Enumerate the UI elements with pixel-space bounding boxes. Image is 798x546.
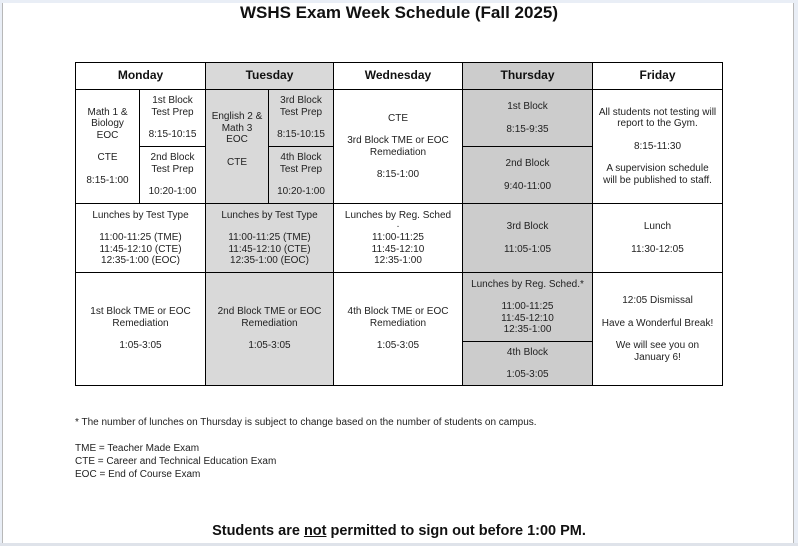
legend-eoc: EOC = End of Course Exam — [75, 469, 201, 480]
monday-exam-time: 8:15-1:00 — [86, 174, 129, 186]
lunch-label: Lunch — [643, 221, 672, 232]
monday-exam-line2: Biology — [91, 118, 124, 130]
thursday-block2 — [462, 146, 593, 204]
block-sublabel: Test Prep — [279, 106, 323, 118]
lunch-dot: . — [396, 219, 400, 230]
block-sublabel: Test Prep — [279, 163, 323, 175]
friday-line3: A supervision schedule — [606, 163, 709, 175]
wednesday-line2: 3rd Block TME or EOC — [347, 135, 449, 146]
block-label: 2nd Block — [150, 152, 195, 164]
friday-lunch — [592, 203, 723, 273]
lunch-slot: 11:00-11:25 — [501, 301, 554, 312]
legend-tme: TME = Teacher Made Exam — [75, 443, 200, 454]
afternoon-time: 1:05-3:05 — [248, 340, 291, 352]
lunch-slot: 11:00-11:25 — [372, 232, 424, 243]
block-label: 4th Block — [506, 346, 549, 358]
monday-morning-exam — [75, 89, 140, 204]
friday-morning — [592, 89, 723, 204]
notes-section — [75, 416, 537, 481]
afternoon-time: 1:05-3:05 — [119, 340, 162, 352]
tuesday-exam-line1: English 2 & — [211, 111, 263, 122]
monday-exam-line4: CTE — [97, 152, 118, 164]
dismissal-text: 12:05 Dismissal — [622, 295, 693, 306]
thursday-block1 — [462, 89, 593, 147]
monday-lunch — [75, 203, 206, 273]
monday-block2-test-prep — [139, 146, 206, 204]
block-time: 10:20-1:00 — [277, 186, 325, 198]
lunch-slot: 11:45-12:10 — [501, 312, 554, 324]
policy-emphasis: not — [303, 523, 327, 539]
block-sublabel: Test Prep — [151, 106, 194, 118]
tuesday-exam-line2: Math 3 — [221, 122, 253, 134]
header-thursday: Thursday — [462, 62, 593, 90]
return-line1: We will see you on — [615, 340, 700, 351]
lunch-slot: 12:35-1:00 (EOC) — [101, 255, 180, 266]
lunch-title: Lunches by Test Type — [221, 209, 318, 221]
header-tuesday: Tuesday — [205, 62, 334, 90]
block-label: 3rd Block — [506, 221, 549, 232]
block-time: 1:05-3:05 — [506, 369, 549, 380]
block-label: 4th Block — [280, 152, 322, 164]
wednesday-line1: CTE — [388, 112, 408, 124]
afternoon-line2: Remediation — [112, 317, 169, 329]
lunch-slot: 11:00-11:25 (TME) — [99, 232, 182, 243]
lunch-slot: 11:00-11:25 (TME) — [228, 232, 311, 243]
lunch-slot: 11:45-12:10 — [371, 243, 425, 255]
lunch-time: 11:30-12:05 — [631, 243, 684, 255]
lunch-slot: 11:45-12:10 (CTE) — [99, 243, 182, 255]
friday-line1: All students not testing will — [598, 106, 717, 118]
thursday-block4 — [462, 341, 593, 386]
sign-out-policy — [0, 523, 798, 539]
header-friday: Friday — [592, 62, 723, 90]
wednesday-lunch — [333, 203, 463, 273]
policy-text-before: Students are — [212, 523, 304, 539]
header-wednesday: Wednesday — [333, 62, 463, 90]
policy-text-after: permitted to sign out before 1:00 PM. — [326, 523, 586, 539]
afternoon-line1: 4th Block TME or EOC — [347, 306, 449, 318]
return-line2: January 6! — [634, 351, 681, 363]
thursday-lunch-footnote: * The number of lunches on Thursday is subject to change based on the number of students on campus. — [75, 417, 537, 428]
block-time: 8:15-10:15 — [277, 129, 325, 141]
friday-afternoon — [592, 272, 723, 386]
legend-cte: CTE = Career and Technical Education Exam — [75, 456, 277, 467]
block-time: 11:05-1:05 — [503, 243, 552, 255]
monday-block1-test-prep — [139, 89, 206, 147]
wednesday-line3: Remediation — [369, 146, 427, 158]
lunch-slot: 11:45-12:10 (CTE) — [228, 243, 311, 255]
schedule-table — [75, 62, 723, 386]
tuesday-morning-exam — [205, 89, 269, 204]
afternoon-line1: 2nd Block TME or EOC — [217, 306, 322, 318]
tuesday-lunch — [205, 203, 334, 273]
afternoon-line1: 1st Block TME or EOC — [90, 306, 191, 318]
tuesday-exam-line4: CTE — [227, 156, 247, 168]
block-label: 2nd Block — [505, 158, 550, 169]
lunch-title: Lunches by Reg. Sched — [344, 209, 452, 221]
block-time: 8:15-9:35 — [506, 123, 549, 135]
wednesday-afternoon — [333, 272, 463, 386]
afternoon-line2: Remediation — [369, 317, 427, 329]
tuesday-afternoon — [205, 272, 334, 386]
thursday-lunch — [462, 272, 593, 342]
monday-afternoon — [75, 272, 206, 386]
block-time: 10:20-1:00 — [148, 186, 197, 198]
wednesday-morning — [333, 89, 463, 204]
block-sublabel: Test Prep — [151, 163, 194, 175]
afternoon-time: 1:05-3:05 — [376, 340, 420, 352]
block-time: 9:40-11:00 — [503, 180, 552, 192]
wednesday-time: 8:15-1:00 — [376, 169, 420, 180]
tuesday-block4-test-prep — [268, 146, 334, 204]
block-label: 3rd Block — [280, 95, 322, 107]
block-label: 1st Block — [152, 95, 193, 107]
afternoon-line2: Remediation — [241, 317, 298, 329]
lunch-title: Lunches by Test Type — [92, 209, 189, 221]
block-time: 8:15-10:15 — [148, 129, 197, 141]
lunch-slot: 12:35-1:00 (EOC) — [230, 255, 309, 266]
lunch-slot: 12:35-1:00 — [374, 255, 422, 266]
tuesday-block3-test-prep — [268, 89, 334, 147]
friday-time: 8:15-11:30 — [633, 140, 682, 152]
monday-exam-line1: Math 1 & — [87, 106, 128, 118]
lunch-slot: 12:35-1:00 — [503, 324, 552, 335]
page-title: WSHS Exam Week Schedule (Fall 2025) — [239, 3, 559, 22]
friday-line4: will be published to staff. — [603, 174, 712, 186]
tuesday-exam-line3: EOC — [226, 134, 248, 145]
break-message: Have a Wonderful Break! — [601, 317, 714, 329]
header-monday: Monday — [75, 62, 206, 90]
lunch-title: Lunches by Reg. Sched.* — [471, 278, 584, 290]
block-label: 1st Block — [507, 101, 548, 112]
friday-line2: report to the Gym. — [617, 118, 698, 130]
thursday-block3 — [462, 203, 593, 273]
monday-exam-line3: EOC — [96, 129, 119, 141]
